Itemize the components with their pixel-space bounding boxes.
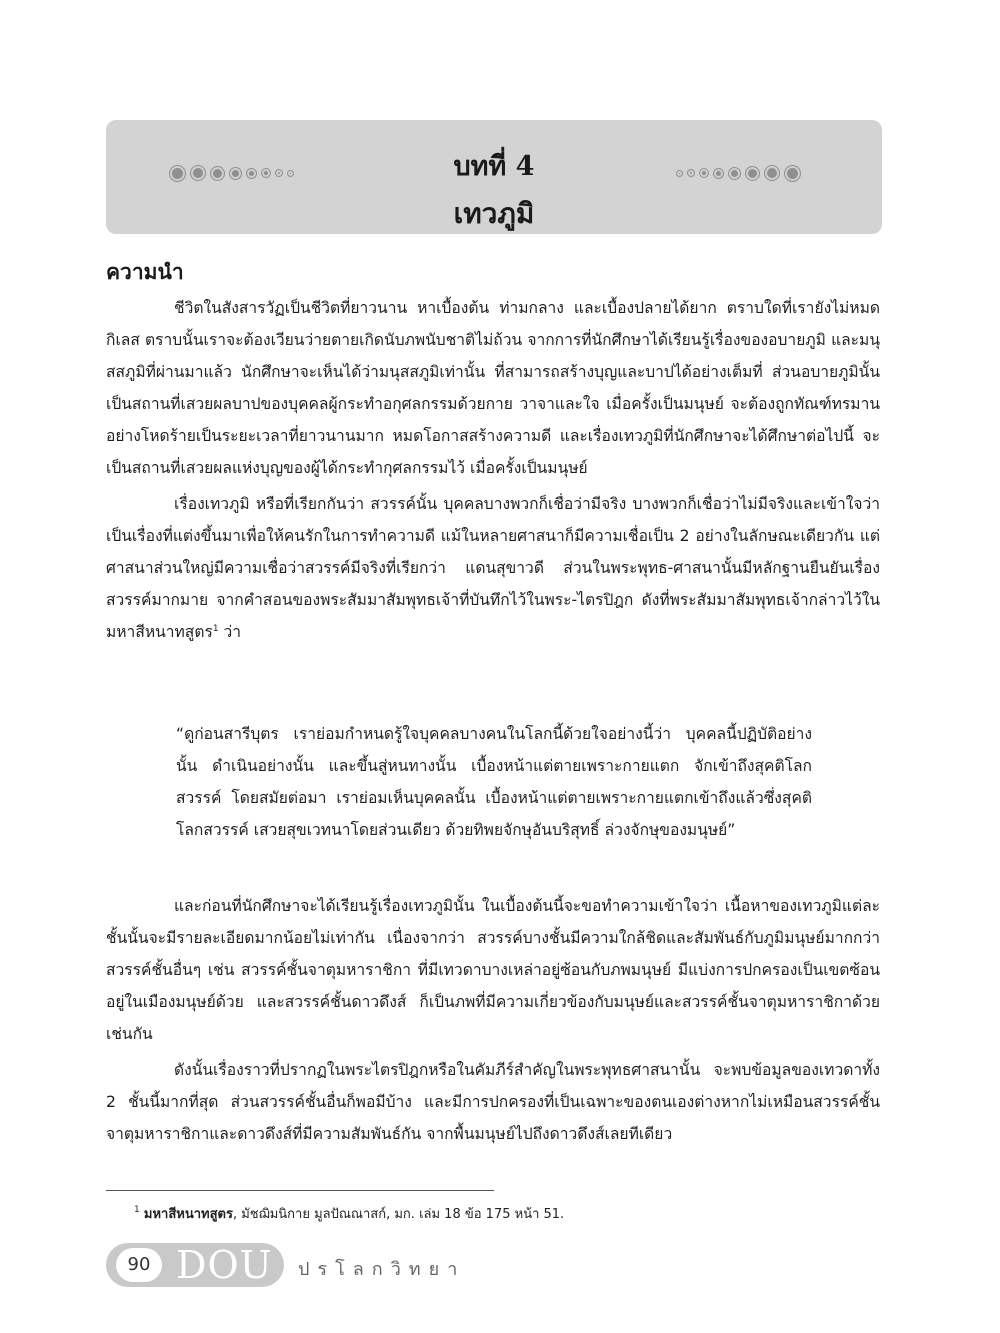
chapter-header [106,120,882,234]
paragraph-4: ดังนั้นเรื่องราวที่ปรากฏในพระไตรปิฎกหรือในคัมภีร์สำคัญในพระพุทธศาสนานั้น จะพบข้อมูลของเทวดาทั้ง 2 ชั้นนี้มากที่สุด ส่วนสวรรค์ชั้นอื่นก็พอมีบ้าง และมีการปกครองที่เป็นเฉพาะของตนเองต่างหากไม่เหมือนสวรรค์ชั้นจาตุมหาราชิกาและดาวดึงส์ที่มีความสัมพันธ์กัน จากพื้นมนุษย์ไปถึงดาวดึงส์เลยทีเดียว [106,1061,880,1143]
paragraph-2-text: เรื่องเทวภูมิ หรือที่เรียกกันว่า สวรรค์นั้น บุคคลบางพวกก็เชื่อว่ามีจริง บางพวกก็เชื่อว่าไม่มีจริงและเข้าใจว่าเป็นเรื่องที่แต่งขึ้นมาเพื่อให้คนรักในการทำความดี แม้ในหลายศาสนาก็มีความเชื่อเป็น 2 อย่างในลักษณะเดียวกัน แต่ศาสนาส่วนใหญ่มีความเชื่อว่าสวรรค์มีจริงที่เรียกว่า แดนสุขาวดี ส่วนในพระพุทธ-ศาสนานั้นมีหลักฐานยืนยันเรื่องสวรรค์มากมาย จากคำสอนของพระสัมมาสัมพุทธเจ้าที่บันทึกไว้ในพระ-ไตรปิฎก ดังที่พระสัมมาสัมพุทธเจ้ากล่าวไว้ใน มหาสีหนาทสูตร [106,495,880,641]
dot-icon [765,166,779,180]
section-heading: ความนำ [106,260,184,284]
chapter-title: เทวภูมิ [453,197,535,230]
footnote-title: มหาสีหนาทสูตร [143,1207,233,1222]
footnote-marker: 1 [134,1205,140,1215]
dot-icon [746,167,759,180]
paragraph-1: ชีวิตในสังสารวัฏเป็นชีวิตที่ยาวนาน หาเบื้องต้น ท่ามกลาง และเบื้องปลายได้ยาก ตราบใดที่เรายังไม่หมดกิเลส ตราบนั้นเราจะต้องเวียนว่ายตายเกิดนับภพนับชาติไม่ถ้วน จากการที่นักศึกษาได้เรียนรู้เรื่องของอบายภูมิ และมนุสสภูมิที่ผ่านมาแล้ว นักศึกษาจะเห็นได้ว่ามนุสสภูมิเท่านั้น ที่สามารถสร้างบุญและบาปได้อย่างเต็มที่ ส่วนอบายภูมินั้น เป็นสถานที่เสวยผลบาปของบุคคลผู้กระทำอกุศลกรรมด้วยกาย วาจาและใจ เมื่อครั้งเป็นมนุษย์ จะต้องถูกทัณฑ์ทรมานอย่างโหดร้ายเป็นระยะเวลาที่ยาวนานมาก หมดโอกาสสร้างความดี และเรื่องเทวภูมิที่นักศึกษาจะได้ศึกษาต่อไปนี้ จะเป็นสถานที่เสวยผลแห่งบุญของผู้ได้กระทำกุศลกรรมไว้ เมื่อครั้งเป็นมนุษย์ [106,299,880,477]
footnote-divider [106,1190,494,1191]
course-name: ปรโลกวิทยา [298,1259,466,1280]
dot-icon [688,170,694,176]
chapter-number: บทที่ 4 [453,151,535,182]
page-footer-badge [106,1243,284,1287]
page-number: 90 [116,1248,162,1282]
decorative-dots-right [677,164,800,182]
dot-icon [785,166,800,181]
dot-icon [729,168,740,179]
paragraph-2-tail: ว่า [218,623,242,641]
dot-icon [700,169,708,177]
dou-logo: DOU [176,1243,273,1287]
scripture-quote: “ดูก่อนสารีบุตร เราย่อมกำหนดรู้ใจบุคคลบางคนในโลกนี้ด้วยใจอย่างนี้ว่า บุคคลนี้ปฏิบัติอย่างนั้น ดำเนินอย่างนั้น และขึ้นสู่หนทางนั้น เบื้องหน้าแต่ตายเพราะกายแตก จักเข้าถึงสุคติโลกสวรรค์ โดยสมัยต่อมา เราย่อมเห็นบุคคลนั้น เบื้องหน้าแต่ตายเพราะกายแตกเข้าถึงแล้วซึ่งสุคติโลกสวรรค์ เสวยสุขเวทนาโดยส่วนเดียว ด้วยทิพยจักษุอันบริสุทธิ์ ล่วงจักษุของมนุษย์” [176,725,812,839]
dot-icon [677,171,682,176]
dot-icon [714,169,723,178]
paragraph-3: และก่อนที่นักศึกษาจะได้เรียนรู้เรื่องเทวภูมินั้น ในเบื้องต้นนี้จะขอทำความเข้าใจว่า เนื้อหาของเทวภูมิแต่ละชั้นนั้นจะมีรายละเอียดมากน้อยไม่เท่ากัน เนื่องจากว่า สวรรค์บางชั้นมีความใกล้ชิดและสัมพันธ์กับภูมิมนุษย์มากกว่าสวรรค์ชั้นอื่นๆ เช่น สวรรค์ชั้นจาตุมหาราชิกา ที่มีเทวดาบางเหล่าอยู่ซ้อนกับภพมนุษย์ มีแบ่งการปกครองเป็นเขตซ้อนอยู่ในเมืองมนุษย์ด้วย และสวรรค์ชั้นดาวดึงส์ ก็เป็นภพที่มีความเกี่ยวข้องกับมนุษย์และสวรรค์ชั้นจาตุมหาราชิกาด้วยเช่นกัน [106,897,880,1043]
footnote [134,1203,564,1224]
footnote-text: , มัชฌิมนิกาย มูลปัณณาสก์, มก. เล่ม 18 ข้อ 175 หน้า 51. [232,1207,565,1222]
footnote-ref[interactable]: 1 [212,624,219,634]
body-block-2 [106,890,880,1150]
intro-block [106,292,880,648]
paragraph-2 [106,488,880,648]
